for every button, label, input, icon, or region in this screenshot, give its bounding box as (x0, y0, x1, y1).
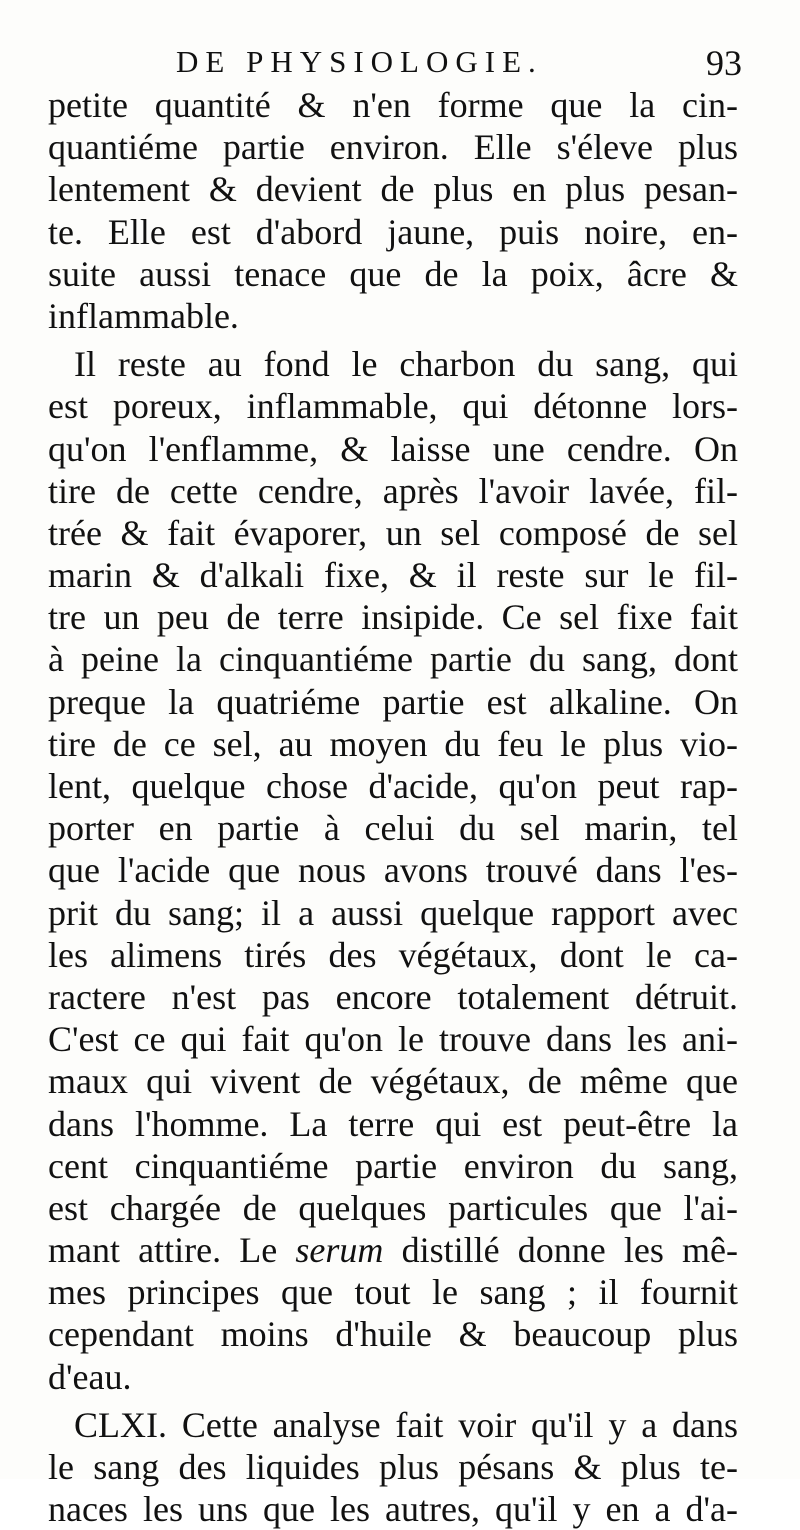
text-line: preque la quatriéme partie est alkaline. On (48, 681, 738, 722)
text-line: ractere n'est pas encore totalement détruit. (48, 976, 738, 1017)
text-line: qu'on l'enflamme, & laisse une cendre. On (48, 428, 738, 469)
italic-term: serum (295, 1230, 384, 1271)
text-line: inflammable. (48, 295, 239, 336)
text-line: tire de ce sel, au moyen du feu le plus vio- (48, 723, 738, 764)
page-number: 93 (706, 43, 742, 83)
text-line: d'eau. (48, 1356, 132, 1397)
text-line: tire de cette cendre, après l'avoir lavée, fil- (48, 470, 738, 511)
body-text (48, 84, 738, 1530)
text-line: prit du sang; il a aussi quelque rapport avec (48, 892, 738, 933)
text-segment: mant attire. Le (48, 1230, 296, 1271)
text-line-serum (48, 1229, 738, 1271)
text-line: tre un peu de terre insipide. Ce sel fixe fait (48, 597, 738, 638)
text-line: à peine la cinquantiéme partie du sang, dont (48, 639, 738, 680)
text-line: naces les uns que les autres, qu'il y en a d'a- (48, 1489, 738, 1530)
text-line: que l'acide que nous avons trouvé dans l'es- (48, 850, 738, 891)
text-line: CLXI. Cette analyse fait voir qu'il y a dans (74, 1404, 738, 1445)
text-line: trée & fait évaporer, un sel composé de sel (48, 512, 738, 553)
text-line: cent cinquantiéme partie environ du sang, (48, 1145, 738, 1186)
paragraph-2 (48, 343, 738, 1398)
text-line: te. Elle est d'abord jaune, puis noire, en- (48, 211, 738, 252)
text-line: lent, quelque chose d'acide, qu'on peut rap- (48, 766, 738, 806)
text-line: mes principes que tout le sang ; il fournit (48, 1272, 738, 1313)
text-line: marin & d'alkali fixe, & il reste sur le fil- (48, 555, 738, 596)
text-line: dans l'homme. La terre qui est peut-être la (48, 1103, 738, 1144)
text-line: est poreux, inflammable, qui détonne lors- (48, 386, 738, 427)
text-line: maux qui vivent de végétaux, de même que (48, 1061, 738, 1102)
text-line: petite quantité & n'en forme que la cin- (48, 85, 738, 125)
running-title: DE PHYSIOLOGIE. (176, 44, 543, 79)
paragraph-3 (48, 1404, 738, 1530)
text-line: C'est ce qui fait qu'on le trouve dans les ani- (48, 1019, 738, 1060)
text-line: est chargée de quelques particules que l'ai- (48, 1187, 738, 1228)
text-line: le sang des liquides plus pésans & plus te- (48, 1447, 738, 1487)
text-line: Il reste au fond le charbon du sang, qui (74, 344, 738, 385)
text-line: porter en partie à celui du sel marin, tel (48, 808, 738, 849)
text-line: les alimens tirés des végétaux, dont le ca- (48, 934, 738, 975)
text-line: lentement & devient de plus en plus pesan- (48, 169, 738, 210)
text-line: cependant moins d'huile & beaucoup plus (48, 1314, 738, 1355)
text-line: suite aussi tenace que de la poix, âcre & (48, 253, 738, 294)
paragraph-1 (48, 84, 738, 337)
text-segment: distillé donne les mê- (383, 1230, 738, 1271)
text-line: quantiéme partie environ. Elle s'éleve plus (48, 127, 738, 168)
